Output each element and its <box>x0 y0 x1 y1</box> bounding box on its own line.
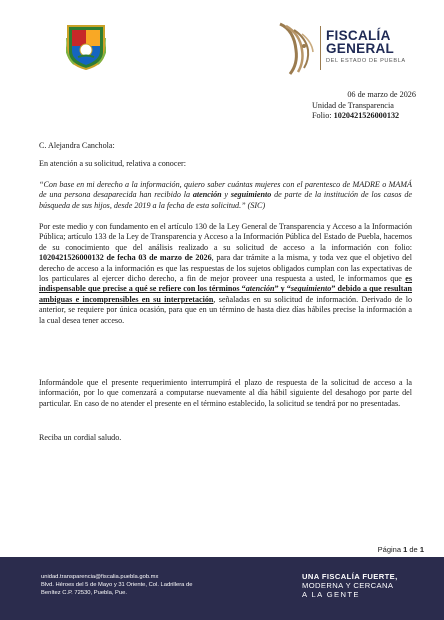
addressee: C. Alejandra Canchola: <box>39 141 115 150</box>
footer-contact <box>41 573 261 598</box>
slogan-line-3: A LA GENTE <box>302 590 360 599</box>
p1-text-a: Por este medio y con fundamento en el artículo 130 de la Ley General de Transparencia y Acceso a la Información Pública; artículo 133 de la Ley de Transparencia y Acceso a la Información Pública del Estado de Puebla, hacemos de su conocimiento que del análisis realizado a su solicitud de acceso a la información con folio: <box>39 222 412 252</box>
interruption-paragraph: Informándole que el presente requerimiento interrumpirá el plazo de respuesta de la solicitud de acceso a la información, por lo que comenzará a computarse nuevamente al día hábil siguiente del desahogo por parte del particular. En caso de no atender el presente en el término establecido, la solicitud se tendrá por no presentadas. <box>39 378 412 408</box>
logo-line-fiscalia: FISCALÍA <box>326 28 391 43</box>
p1-date: 03 de marzo de 2026 <box>138 253 212 263</box>
p1-req-term-seguimiento: seguimiento <box>290 284 332 294</box>
date-block <box>242 90 422 122</box>
quote-text-2: y <box>221 190 231 200</box>
page-label: Página <box>377 545 402 554</box>
closing-line: Reciba un cordial saludo. <box>39 433 122 442</box>
footer-address-1: Blvd. Héroes del 5 de Mayo y 31 Oriente, Col. Ladrillera de <box>41 582 193 589</box>
quote-term-seguimiento: seguimiento <box>230 190 272 200</box>
footer-address-2: Benítez C.P. 72530, Puebla, Pue. <box>41 590 127 597</box>
p1-text-c: , para dar trámite a la misma, y toda vez que el objetivo del derecho de acceso a la información es que las respuestas de los sujetos obligados cumplan con las expectativas de los particulares al ejercer dicho derecho, a fin de mejor proveer una respuesta a usted, le informamos que <box>39 253 413 284</box>
p1-folio: 1020421526000132 <box>39 253 104 263</box>
logo-line-estado: DEL ESTADO DE PUEBLA <box>326 58 406 64</box>
page-total: 1 <box>419 545 424 554</box>
logo-line-general: GENERAL <box>326 41 395 56</box>
folio-line <box>312 111 422 122</box>
state-coat-of-arms-icon <box>66 24 106 70</box>
unit-name: Unidad de Transparencia <box>312 100 394 110</box>
footer-email: unidad.transparencia@fiscalia.puebla.gob.mx <box>41 574 159 580</box>
folio-label: Folio: <box>312 111 332 120</box>
logo-divider <box>320 26 321 70</box>
page-number <box>378 545 424 554</box>
folio-number: 1020421526000132 <box>333 111 400 120</box>
fiscalia-emblem-icon <box>274 20 318 76</box>
fiscalia-logo <box>274 20 424 76</box>
main-paragraph <box>39 222 412 326</box>
quote-text-3: de parte de la institución de los casos de búsqueda de sus hijos, desde 2019 a la fecha de esta solicitud.” (SIC) <box>39 190 412 210</box>
footer-bar <box>0 557 444 620</box>
intro-paragraph: En atención a su solicitud, relativa a conocer: <box>39 159 186 168</box>
page-current: 1 <box>403 545 408 554</box>
quote-text-1: “Con base en mi derecho a la información, quiero saber cuántas mujeres con el parentesco de MADRE o MAMÁ de una persona desaparecida han recibido la <box>39 180 412 200</box>
p1-req-start: es indispensable que precise a qué se refiere con los términos “ <box>39 274 412 294</box>
quoted-request <box>39 180 412 211</box>
letter-date: 06 de marzo de 2026 <box>347 90 416 99</box>
p1-req-end: ” debido a que resultan ambiguas e incomprensibles en su interpretación <box>39 284 412 304</box>
footer-slogan <box>302 572 432 599</box>
slogan-line-2: MODERNA Y CERCANA <box>302 581 394 590</box>
p1-text-d: , señaladas en su solicitud de información. Derivado de lo anterior, se requiere por única ocasión, para que en un término de hasta diez días hábiles precise la información a la cual desea tener acceso. <box>39 294 412 325</box>
p1-req-mid: ” y “ <box>274 284 291 294</box>
logo-text <box>326 29 426 64</box>
page-of: de <box>409 545 418 554</box>
p1-text-b: de fecha <box>103 253 139 263</box>
slogan-line-1: UNA FISCALÍA FUERTE, <box>302 572 398 581</box>
p1-req-term-atencion: atención <box>245 284 275 294</box>
quote-term-atencion: atención <box>192 190 222 200</box>
